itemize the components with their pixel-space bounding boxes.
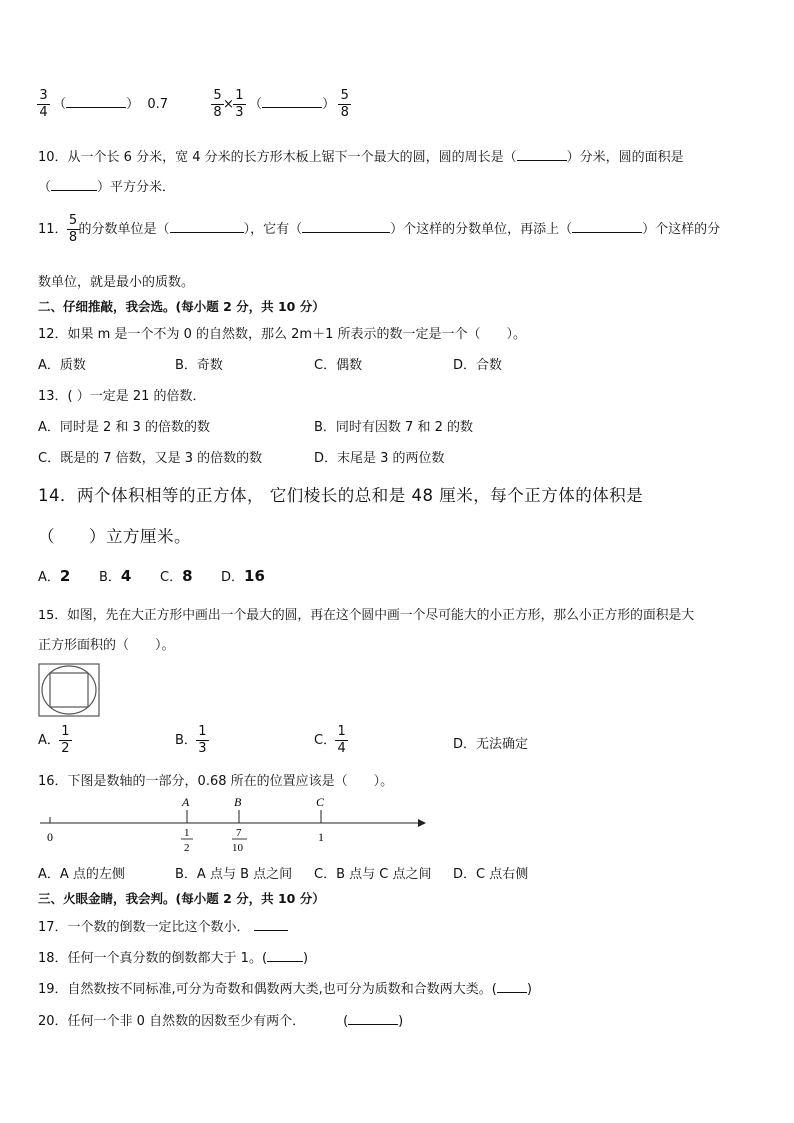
q14-option-a[interactable]: A．2 [38, 567, 71, 585]
q15-option-c[interactable]: C． $\frac{1}{4}$ [314, 724, 347, 757]
question-14-line1: 14．两个体积相等的正方体， 它们棱长的总和是 48 厘米，每个正方体的体积是 [38, 486, 644, 505]
fraction: $\frac{3}{4}$ [38, 88, 49, 121]
tick-c-label: 1 [318, 830, 324, 844]
fraction: $\frac{5}{8}$ [339, 88, 350, 121]
q14-option-d[interactable]: D．16 [221, 567, 265, 585]
q13-option-a[interactable]: A．同时是 2 和 3 的倍数的数 [38, 420, 210, 435]
q16-option-d[interactable]: D．C 点右侧 [453, 867, 529, 882]
answer-blank[interactable] [302, 220, 390, 233]
point-a-label: A [182, 795, 190, 809]
answer-blank[interactable] [66, 95, 126, 108]
q12-option-b[interactable]: B．奇数 [175, 358, 223, 373]
answer-blank[interactable] [170, 220, 244, 233]
q16-option-b[interactable]: B．A 点与 B 点之间 [175, 867, 293, 882]
fraction: $\frac{1}{3}$ [197, 724, 208, 757]
q13-option-d[interactable]: D．末尾是 3 的两位数 [314, 451, 445, 466]
fraction: $\frac{5}{8}$ [212, 88, 223, 121]
fraction: $\frac{1}{4}$ [336, 724, 347, 757]
square-circle-figure [38, 663, 100, 717]
answer-blank[interactable] [517, 148, 567, 161]
question-14-line2: （ ）立方厘米。 [38, 527, 191, 546]
fraction: $\frac{5}{8}$ [68, 213, 79, 246]
question-18: 18．任何一个真分数的倒数都大于 1。( ) [38, 951, 309, 966]
answer-blank[interactable] [254, 918, 288, 931]
q13-option-b[interactable]: B．同时有因数 7 和 2 的数 [314, 420, 473, 435]
q13-option-c[interactable]: C．既是的 7 倍数，又是 3 的倍数的数 [38, 451, 263, 466]
q15-option-b[interactable]: B． $\frac{1}{3}$ [175, 724, 208, 757]
question-12-stem: 12．如果 m 是一个不为 0 的自然数，那么 2m＋1 所表示的数一定是一个（ ）。 [38, 327, 526, 342]
q12-option-a[interactable]: A．质数 [38, 358, 86, 373]
answer-blank[interactable] [572, 220, 642, 233]
q12-option-c[interactable]: C．偶数 [314, 358, 363, 373]
tick-b-denominator: 10 [232, 842, 243, 854]
tick-a-denominator: 2 [184, 842, 190, 854]
question-10-line1: 10．从一个长 6 分米，宽 4 分米的长方形木板上锯下一个最大的圆，圆的周长是（ ）分米，圆的面积是 [38, 150, 684, 165]
q16-option-c[interactable]: C．B 点与 C 点之间 [314, 867, 432, 882]
point-b-label: B [234, 795, 242, 809]
fraction: $\frac{1}{2}$ [60, 724, 71, 757]
tick-b-numerator: 7 [236, 827, 242, 839]
answer-blank[interactable] [267, 949, 303, 962]
q9-right: $\frac{5}{8}$ × $\frac{1}{3}$ （ ） $\frac{5}{8}$ [212, 88, 350, 121]
question-11-line2: 数单位，就是最小的质数。 [38, 275, 195, 290]
answer-blank[interactable] [51, 178, 97, 191]
section-2-heading: 二、仔细推敲，我会选。(每小题 2 分，共 10 分） [38, 299, 325, 314]
answer-blank[interactable] [348, 1012, 398, 1025]
fraction: $\frac{1}{3}$ [234, 88, 245, 121]
question-20: 20．任何一个非 0 自然数的因数至少有两个． ( ) [38, 1014, 404, 1029]
question-11-line1: 11． $\frac{5}{8}$ 的分数单位是（ ），它有（ ）个这样的分数单位，再添上（ ）个这样的分 [38, 213, 721, 245]
answer-blank[interactable] [262, 95, 322, 108]
question-16-stem: 16．下图是数轴的一部分，0.68 所在的位置应该是（ ）。 [38, 774, 394, 789]
question-15-line2: 正方形面积的（ ）。 [38, 638, 175, 653]
question-19: 19．自然数按不同标准,可分为奇数和偶数两大类,也可分为质数和合数两大类。( ) [38, 982, 532, 997]
question-17: 17．一个数的倒数一定比这个数小． [38, 916, 288, 935]
number-line [30, 792, 430, 854]
answer-blank[interactable] [497, 980, 527, 993]
q14-option-c[interactable]: C．8 [160, 567, 193, 585]
q16-option-a[interactable]: A．A 点的左侧 [38, 867, 125, 882]
section-3-heading: 三、火眼金睛，我会判。(每小题 2 分，共 10 分） [38, 891, 325, 906]
q9-left: $\frac{3}{4}$ （ ） 0.7 [38, 88, 168, 121]
q14-option-b[interactable]: B．4 [99, 567, 132, 585]
q15-option-a[interactable]: A． $\frac{1}{2}$ [38, 724, 71, 757]
question-15-line1: 15．如图，先在大正方形中画出一个最大的圆，再在这个圆中画一个尽可能大的小正方形，那么小正方形的面积是大 [38, 608, 695, 623]
tick-a-numerator: 1 [184, 827, 190, 839]
question-13-stem: 13．( ）一定是 21 的倍数． [38, 389, 206, 404]
question-10-line2: （ ）平方分米． [38, 180, 176, 195]
q12-option-d[interactable]: D．合数 [453, 358, 503, 373]
q15-option-d[interactable]: D．无法确定 [453, 737, 529, 752]
point-c-label: C [316, 795, 325, 809]
axis-zero-label: 0 [47, 830, 53, 844]
